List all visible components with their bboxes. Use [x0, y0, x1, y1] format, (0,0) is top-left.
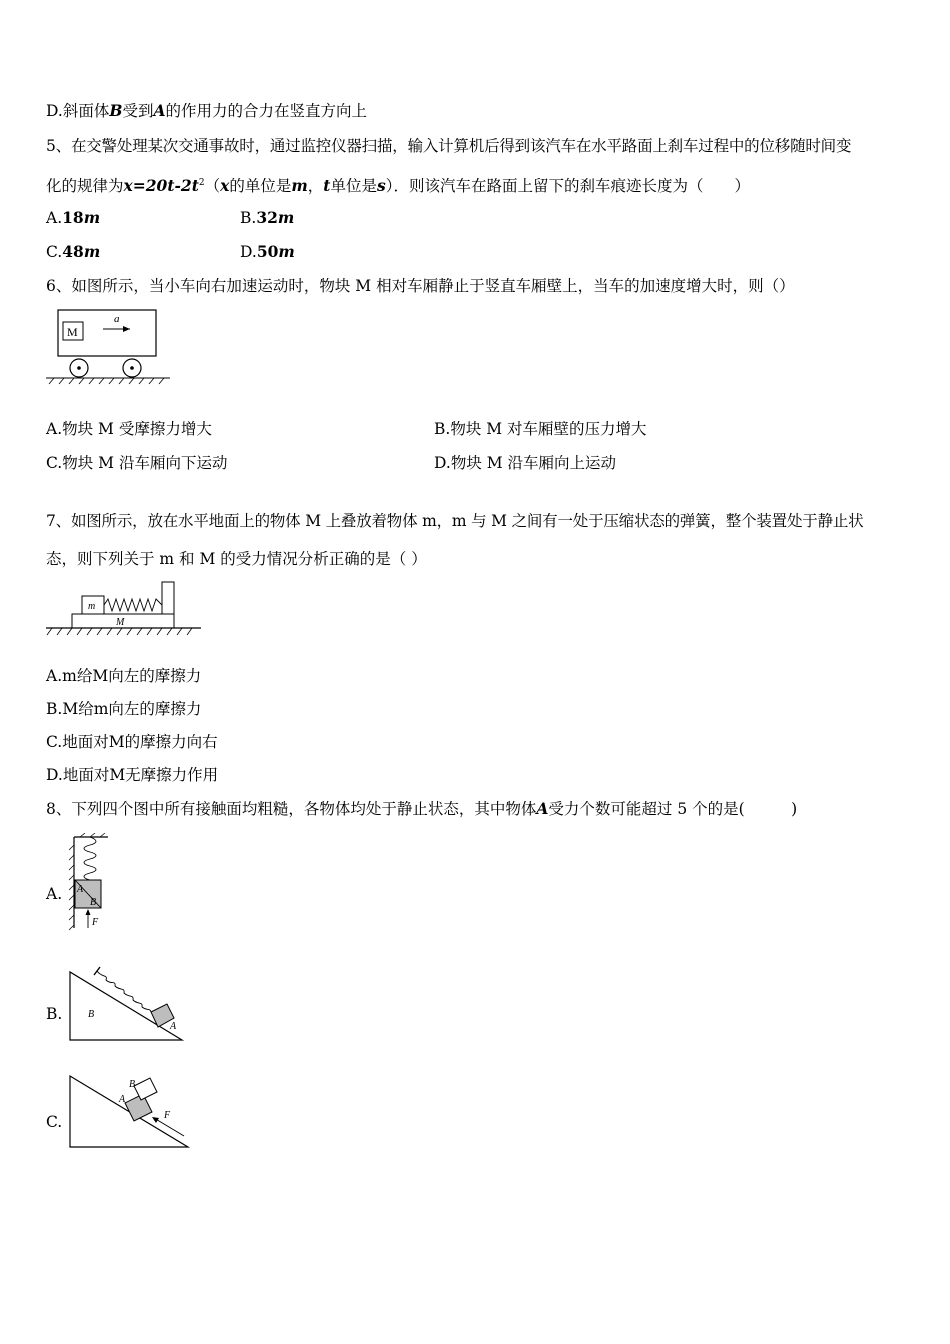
q6-option-c[interactable]: C.物块 M 沿车厢向下运动: [46, 454, 228, 472]
q8-figure-c: [66, 1072, 192, 1152]
q7-spring-figure: [46, 580, 206, 640]
svg-text:a: a: [114, 313, 120, 325]
svg-text:M: M: [67, 325, 78, 339]
q6-stem: 6、如图所示，当小车向右加速运动时，物块 M 相对车厢静止于竖直车厢壁上，当车的加速度增大时，则（）: [46, 277, 795, 295]
q5-stem-line1: 5、在交警处理某次交通事故时，通过监控仪器扫描，输入计算机后得到该汽车在水平路面上刹车过程中的位移随时间变: [46, 137, 852, 155]
q6-option-a[interactable]: A.物块 M 受摩擦力增大: [46, 420, 212, 438]
q5-option-b[interactable]: B.32m: [240, 208, 295, 227]
q7-option-d[interactable]: D.地面对M无摩擦力作用: [46, 766, 219, 784]
q8-figure-b: [66, 966, 186, 1044]
svg-text:M: M: [116, 617, 125, 628]
q5-option-d[interactable]: D.50m: [240, 242, 295, 261]
incline-stacked-blocks-diagram: [66, 1072, 192, 1152]
incline-spring-diagram: [66, 966, 186, 1044]
svg-text:A: A: [119, 1094, 126, 1105]
q7-option-b[interactable]: B.M给m向左的摩擦力: [46, 700, 202, 718]
q7-option-a[interactable]: A.m给M向左的摩擦力: [46, 667, 202, 685]
svg-text:m: m: [88, 601, 96, 612]
spring-block-diagram: [46, 580, 206, 640]
q4-option-d[interactable]: D.斜面体B受到A的作用力的合力在竖直方向上: [46, 101, 367, 120]
svg-text:B: B: [129, 1079, 136, 1090]
svg-text:F: F: [92, 917, 99, 928]
wall-spring-block-diagram: [66, 833, 116, 933]
cart-diagram: [46, 306, 176, 386]
svg-text:A: A: [77, 884, 84, 895]
q6-option-b[interactable]: B.物块 M 对车厢壁的压力增大: [434, 420, 647, 438]
q6-cart-figure: [46, 306, 176, 386]
svg-text:F: F: [164, 1110, 171, 1121]
q7-stem-line1: 7、如图所示，放在水平地面上的物体 M 上叠放着物体 m，m 与 M 之间有一处于压缩状态的弹簧，整个装置处于静止状: [46, 512, 864, 530]
q6-option-d[interactable]: D.物块 M 沿车厢向上运动: [434, 454, 617, 472]
formula: x=20t-2t: [123, 176, 199, 196]
q5-option-c[interactable]: C.48m: [46, 242, 101, 261]
q7-stem-line2: 态，则下列关于 m 和 M 的受力情况分析正确的是（ ）: [46, 550, 427, 568]
q8-stem: 8、下列四个图中所有接触面均粗糙，各物体均处于静止状态，其中物体A受力个数可能超过 5 个的是( ): [46, 799, 798, 818]
q8-option-c-label[interactable]: C.: [46, 1113, 63, 1131]
svg-text:A: A: [170, 1021, 177, 1032]
svg-text:B: B: [90, 897, 97, 908]
q8-option-a-label[interactable]: A.: [46, 885, 63, 903]
q8-figure-a: [66, 833, 116, 933]
svg-text:B: B: [88, 1009, 95, 1020]
q5-stem-line2: 化的规律为$x=20t-2t^2(x$的单位是m，t单位是s）．则该汽车在路面上留下的刹车痕迹长度为（ ）: [46, 176, 750, 196]
q7-option-c[interactable]: C.地面对M的摩擦力向右: [46, 733, 218, 751]
q5-option-a[interactable]: A.18m: [46, 208, 101, 227]
option-label: D.: [46, 102, 63, 120]
q8-option-b-label[interactable]: B.: [46, 1005, 63, 1023]
